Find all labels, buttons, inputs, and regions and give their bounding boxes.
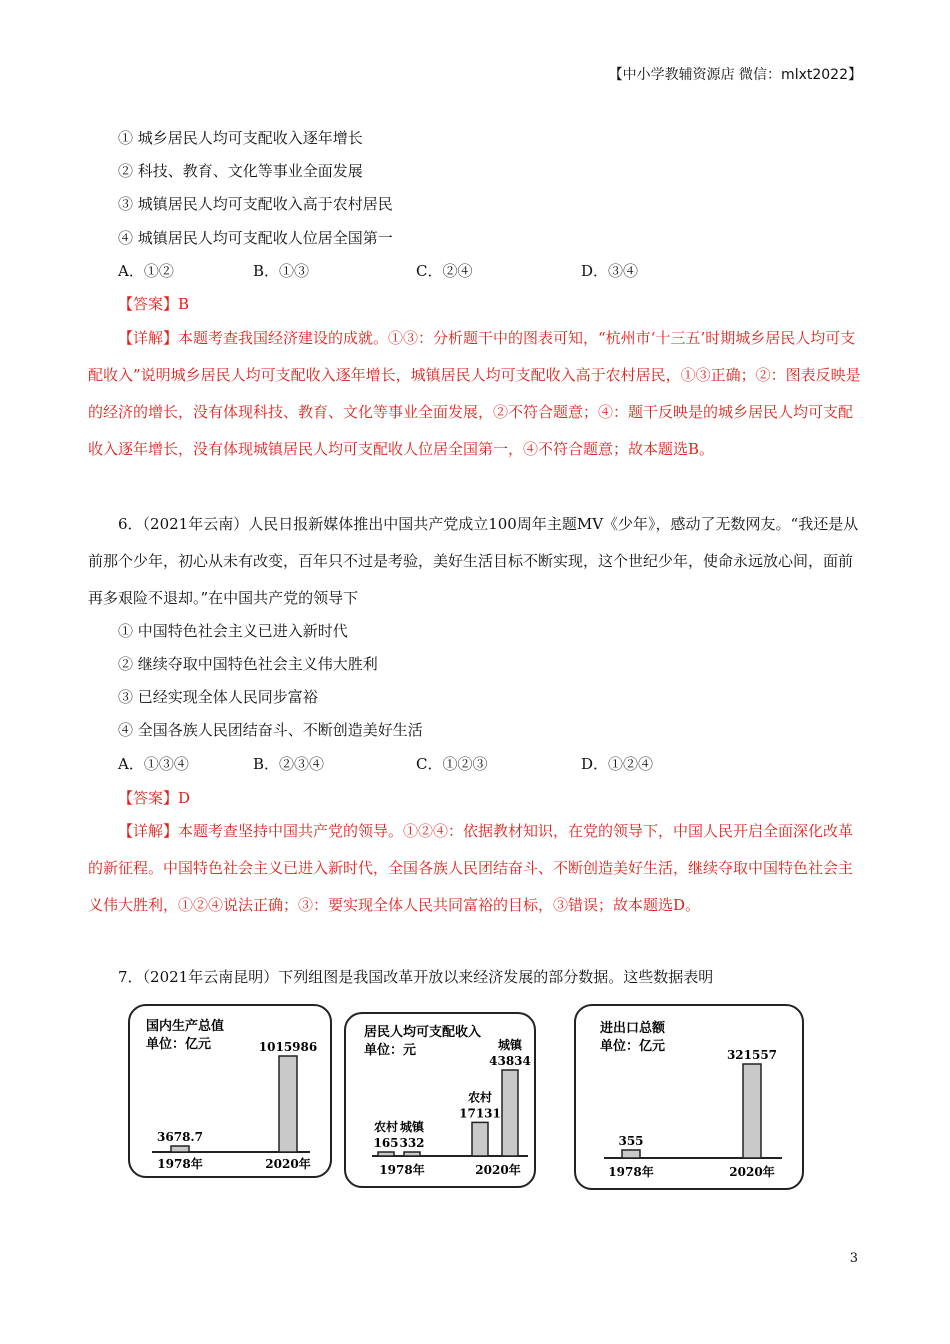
q5-detail: 【详解】本题考查我国经济建设的成就。①③：分析题干中的图表可知，“杭州市‘十三五’时期城乡居民人均可支配收入”说明城乡居民人均可支配收入逐年增长，城镇居民人均可支配收入高于农村居民，①③正确；②：图表反映是的经济的增长，没有体现科技、教育、文化等事业全面发展，②不符合题意；④：题干反映是的城乡居民人均可支配收入逐年增长，没有体现城镇居民人均可支配收人位居全国第一，④不符合题意；故本题选B。 (88, 329, 861, 458)
chart-trade-bar-1978 (622, 1150, 640, 1158)
chart-gdp-cat-2020: 2020年 (265, 1157, 311, 1171)
page-number: 3 (849, 1251, 858, 1266)
chart-trade-label-1978: 355 (618, 1134, 644, 1148)
q5-answer: 【答案】B (118, 295, 190, 313)
chart-income-series-rural-2020: 农村 (467, 1090, 493, 1105)
q5-option-b: B．①③ (253, 262, 310, 280)
chart-gdp-cat-1978: 1978年 (157, 1157, 203, 1171)
q5-option-d: D．③④ (581, 262, 639, 280)
q7-stem: 7．（2021年云南昆明）下列组图是我国改革开放以来经济发展的部分数据。这些数据表明 (118, 968, 714, 986)
chart-gdp (128, 1004, 332, 1178)
chart-gdp-label-2020: 1015986 (258, 1040, 318, 1054)
q6-stem: 6．（2021年云南）人民日报新媒体推出中国共产党成立100周年主题MV《少年》，感动了无数网友。“我还是从前那个少年，初心从未有改变，百年只不过是考验，美好生活目标不断实现，这个世纪少年，使命永远放心间，面前再多艰险不退却。”在中国共产党的领导下 (88, 515, 859, 607)
chart-trade-cat-1978: 1978年 (608, 1165, 654, 1179)
q7-figures (124, 1004, 814, 1200)
chart-trade (574, 1004, 804, 1190)
q6-item-4: ④ 全国各族人民团结奋斗、不断创造美好生活 (118, 721, 423, 739)
chart-gdp-label-1978: 3678.7 (157, 1130, 203, 1144)
q6-item-1: ① 中国特色社会主义已进入新时代 (118, 622, 348, 640)
chart-income-svg (346, 1014, 534, 1186)
chart-trade-bar-2020 (743, 1064, 761, 1158)
chart-gdp-bar-1978 (171, 1146, 189, 1152)
chart-income-series-urban-2020: 城镇 (497, 1038, 523, 1052)
chart-gdp-svg (130, 1006, 330, 1176)
chart-trade-unit: 单位：亿元 (600, 1039, 666, 1054)
chart-income (344, 1012, 536, 1188)
chart-gdp-unit: 单位：亿元 (146, 1037, 212, 1052)
q6-item-3: ③ 已经实现全体人民同步富裕 (118, 688, 318, 706)
q5-item-2: ② 科技、教育、文化等事业全面发展 (118, 162, 363, 180)
chart-income-bar-rural-1978 (378, 1152, 394, 1156)
chart-income-bar-urban-1978 (404, 1152, 420, 1156)
header-watermark: 【中小学教辅资源店 微信：mlxt2022】 (608, 67, 862, 83)
chart-income-label-urban-2020: 43834 (489, 1054, 531, 1068)
chart-income-series-urban-1978: 城镇 (399, 1120, 425, 1134)
q5-option-c: C．②④ (416, 262, 473, 280)
q6-option-a: A．①③④ (118, 755, 189, 773)
chart-income-series-rural-1978: 农村 (373, 1120, 399, 1134)
chart-income-label-rural-2020: 17131 (459, 1106, 501, 1121)
chart-trade-title: 进出口总额 (600, 1021, 666, 1036)
chart-gdp-bar-2020 (279, 1056, 297, 1152)
chart-gdp-title: 国内生产总值 (146, 1019, 225, 1034)
chart-income-label-rural-1978: 165 (373, 1136, 399, 1150)
chart-income-title: 居民人均可支配收入 (364, 1025, 482, 1040)
chart-income-cat-1978: 1978年 (379, 1163, 425, 1177)
chart-income-cat-2020: 2020年 (475, 1163, 521, 1177)
q5-item-4: ④ 城镇居民人均可支配收人位居全国第一 (118, 229, 393, 247)
q5-item-1: ① 城乡居民人均可支配收入逐年增长 (118, 129, 363, 147)
q5-item-3: ③ 城镇居民人均可支配收入高于农村居民 (118, 195, 393, 213)
chart-income-bar-urban-2020 (502, 1070, 518, 1156)
chart-trade-svg (576, 1006, 802, 1188)
q6-option-b: B．②③④ (253, 755, 325, 773)
q6-detail: 【详解】本题考查坚持中国共产党的领导。①②④：依据教材知识，在党的领导下，中国人民开启全面深化改革的新征程。中国特色社会主义已进入新时代，全国各族人民团结奋斗、不断创造美好生活，继续夺取中国特色社会主义伟大胜利，①②④说法正确；③：要实现全体人民共同富裕的目标，③错误；故本题选D。 (88, 822, 854, 914)
chart-income-bar-rural-2020 (472, 1122, 488, 1156)
chart-income-unit: 单位：元 (364, 1043, 417, 1058)
q6-answer: 【答案】D (118, 789, 191, 807)
chart-trade-label-2020: 321557 (726, 1048, 778, 1062)
chart-trade-cat-2020: 2020年 (729, 1165, 775, 1179)
q6-option-c: C．①②③ (416, 755, 488, 773)
q5-option-a: A．①② (118, 262, 174, 280)
q6-option-d: D．①②④ (581, 755, 654, 773)
q6-item-2: ② 继续夺取中国特色社会主义伟大胜利 (118, 655, 378, 673)
chart-income-label-urban-1978: 332 (399, 1136, 425, 1150)
